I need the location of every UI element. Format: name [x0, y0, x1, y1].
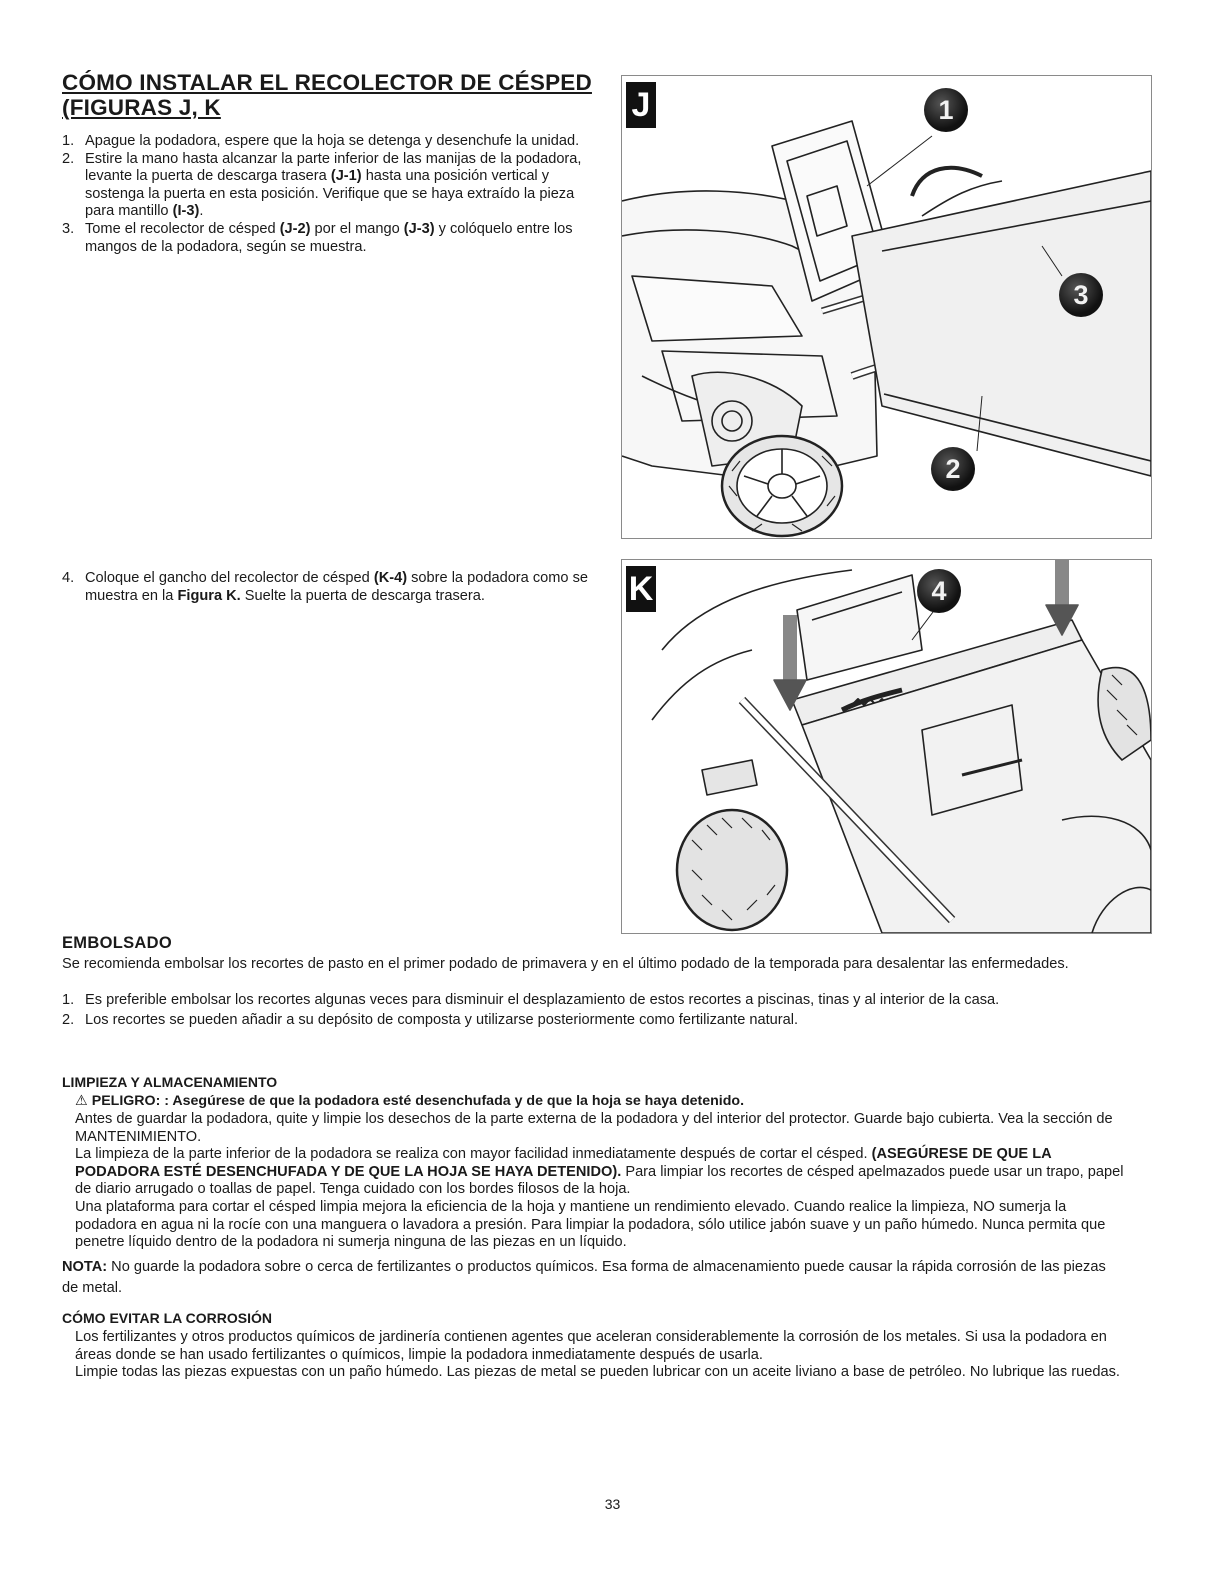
- install-step: [62, 133, 607, 151]
- page-number: 33: [604, 1496, 621, 1512]
- step-number: 3.: [62, 220, 75, 237]
- step-number: 2.: [62, 150, 75, 167]
- paragraph: Una plataforma para cortar el césped limpia mejora la eficiencia de la hoja y mantiene un rendimiento elevado. Cuando realice la limpieza, NO sumerja la podadora en agua ni la rocíe con una manguera o lavadora a presión. Para limpiar la podadora, sólo utilice jabón suave y un paño húmedo. Nunca permita que penetre líquido dentro de la podadora ni sumerja ninguna de las piezas en un líquido.: [75, 1198, 1106, 1251]
- figure-reference: Figura K.: [177, 587, 241, 604]
- item-number: 1.: [62, 992, 75, 1008]
- callout-badge: 1: [924, 88, 968, 132]
- step-text: Apague la podadora, espere que la hoja se detenga y desenchufe la unidad.: [85, 133, 580, 149]
- install-step: [62, 151, 607, 221]
- paragraph: Limpie todas las piezas expuestas con un paño húmedo. Las piezas de metal se pueden lubricar con un aceite liviano a base de petróleo. No lubrique las ruedas.: [75, 1364, 1120, 1381]
- note-text: No guarde la podadora sobre o cerca de fertilizantes o productos químicos. Esa forma de almacenamiento puede causar la rápida corrosión de las piezas de metal.: [62, 1259, 1106, 1296]
- part-reference: (J-1): [330, 168, 362, 185]
- corrosion-heading: CÓMO EVITAR LA CORROSIÓN: [62, 1310, 272, 1326]
- danger-notice: [75, 1093, 1135, 1111]
- list-item: [62, 992, 1122, 1010]
- limpieza-heading: LIMPIEZA Y ALMACENAMIENTO: [62, 1074, 278, 1090]
- part-reference: (J-3): [403, 220, 435, 237]
- paragraph-text: Para limpiar los recortes de césped apelmazados puede usar un trapo, papel de diario arrugado o toallas de papel. Tenga cuidado con los bordes filosos de la hoja.: [75, 1163, 1124, 1198]
- step-number: 1.: [62, 133, 75, 149]
- paragraph-text: La limpieza de la parte inferior de la podadora se realiza con mayor facilidad inmediatamente después de cortar el césped.: [75, 1146, 872, 1163]
- title-line-1: CÓMO INSTALAR EL RECOLECTOR DE CÉSPED: [62, 70, 592, 95]
- step-text: Tome el recolector de césped: [85, 220, 280, 237]
- step-text: Coloque el gancho del recolector de césped: [85, 570, 374, 586]
- paragraph: Antes de guardar la podadora, quite y limpie los desechos de la parte externa de la podadora y del interior del protector. Guarde bajo cubierta. Vea la sección de MANTENIMIENTO.: [75, 1111, 1113, 1145]
- title-line-2: (FIGURAS J, K: [62, 95, 221, 120]
- install-step: [62, 570, 607, 605]
- section-title: [62, 70, 622, 120]
- list-item: [62, 1012, 1122, 1030]
- figure-letter: K: [626, 566, 656, 612]
- emphasis-text: (ASEGÚRESE DE QUE LA PODADORA ESTÉ DESENCHUFADA Y DE QUE LA HOJA SE HAYA DETENIDO).: [75, 1146, 1052, 1180]
- item-number: 2.: [62, 1011, 75, 1028]
- callout-badge: 2: [931, 447, 975, 491]
- part-reference: (J-2): [279, 220, 311, 237]
- figure-k: [621, 559, 1152, 934]
- callout-badge: 3: [1059, 273, 1103, 317]
- limpieza-body: [75, 1111, 1125, 1252]
- step-text: sobre la podadora como se muestra en la: [85, 570, 588, 604]
- part-reference: (I-3): [172, 203, 200, 220]
- part-reference: (K-4): [373, 570, 408, 586]
- paragraph: Los fertilizantes y otros productos químicos de jardinería contienen agentes que aceleran considerablemente la corrosión de los metales. Si usa la podadora en áreas donde se han usado fertilizantes o químicos, limpie la podadora inmediatamente después de usarla.: [75, 1329, 1107, 1363]
- embolsado-intro: Se recomienda embolsar los recortes de pasto en el primer podado de primavera y en el último podado de la temporada para desalentar las enfermedades.: [62, 956, 1069, 972]
- step-text: Estire la mano hasta alcanzar la parte inferior de las manijas de la podadora, levante la puerta de descarga trasera: [85, 150, 582, 185]
- install-steps-list-continued: [62, 570, 607, 605]
- step-number: 4.: [62, 570, 75, 586]
- step-text: y colóquelo entre los mangos de la podadora, según se muestra.: [85, 220, 573, 255]
- figure-letter: J: [626, 82, 656, 128]
- install-steps-list: [62, 133, 607, 256]
- corrosion-body: [75, 1329, 1135, 1382]
- danger-text: PELIGRO: : Asegúrese de que la podadora esté desenchufada y de que la hoja se haya detenido.: [91, 1093, 745, 1109]
- note: [62, 1257, 1122, 1299]
- embolsado-list: [62, 992, 1122, 1029]
- note-label: NOTA:: [62, 1259, 108, 1275]
- step-text: Suelte la puerta de descarga trasera.: [240, 587, 485, 604]
- figure-k-illustration: [622, 560, 1151, 933]
- item-text: Es preferible embolsar los recortes algunas veces para disminuir el desplazamiento de estos recortes a piscinas, tinas y al interior de la casa.: [85, 992, 1000, 1008]
- callout-badge: 4: [917, 569, 961, 613]
- item-text: Los recortes se pueden añadir a su depósito de composta y utilizarse posteriormente como fertilizante natural.: [85, 1011, 799, 1028]
- step-text: por el mango: [310, 220, 404, 237]
- embolsado-heading: EMBOLSADO: [62, 934, 172, 952]
- figure-j: [621, 75, 1152, 539]
- install-step: [62, 221, 607, 256]
- step-text: .: [199, 203, 204, 220]
- step-text: hasta una posición vertical y sostenga la puerta en esta posición. Verifique que se haya extraído la pieza para mantillo: [85, 168, 575, 220]
- paragraph: [75, 1146, 1125, 1199]
- warning-triangle-icon: ⚠: [75, 1093, 88, 1109]
